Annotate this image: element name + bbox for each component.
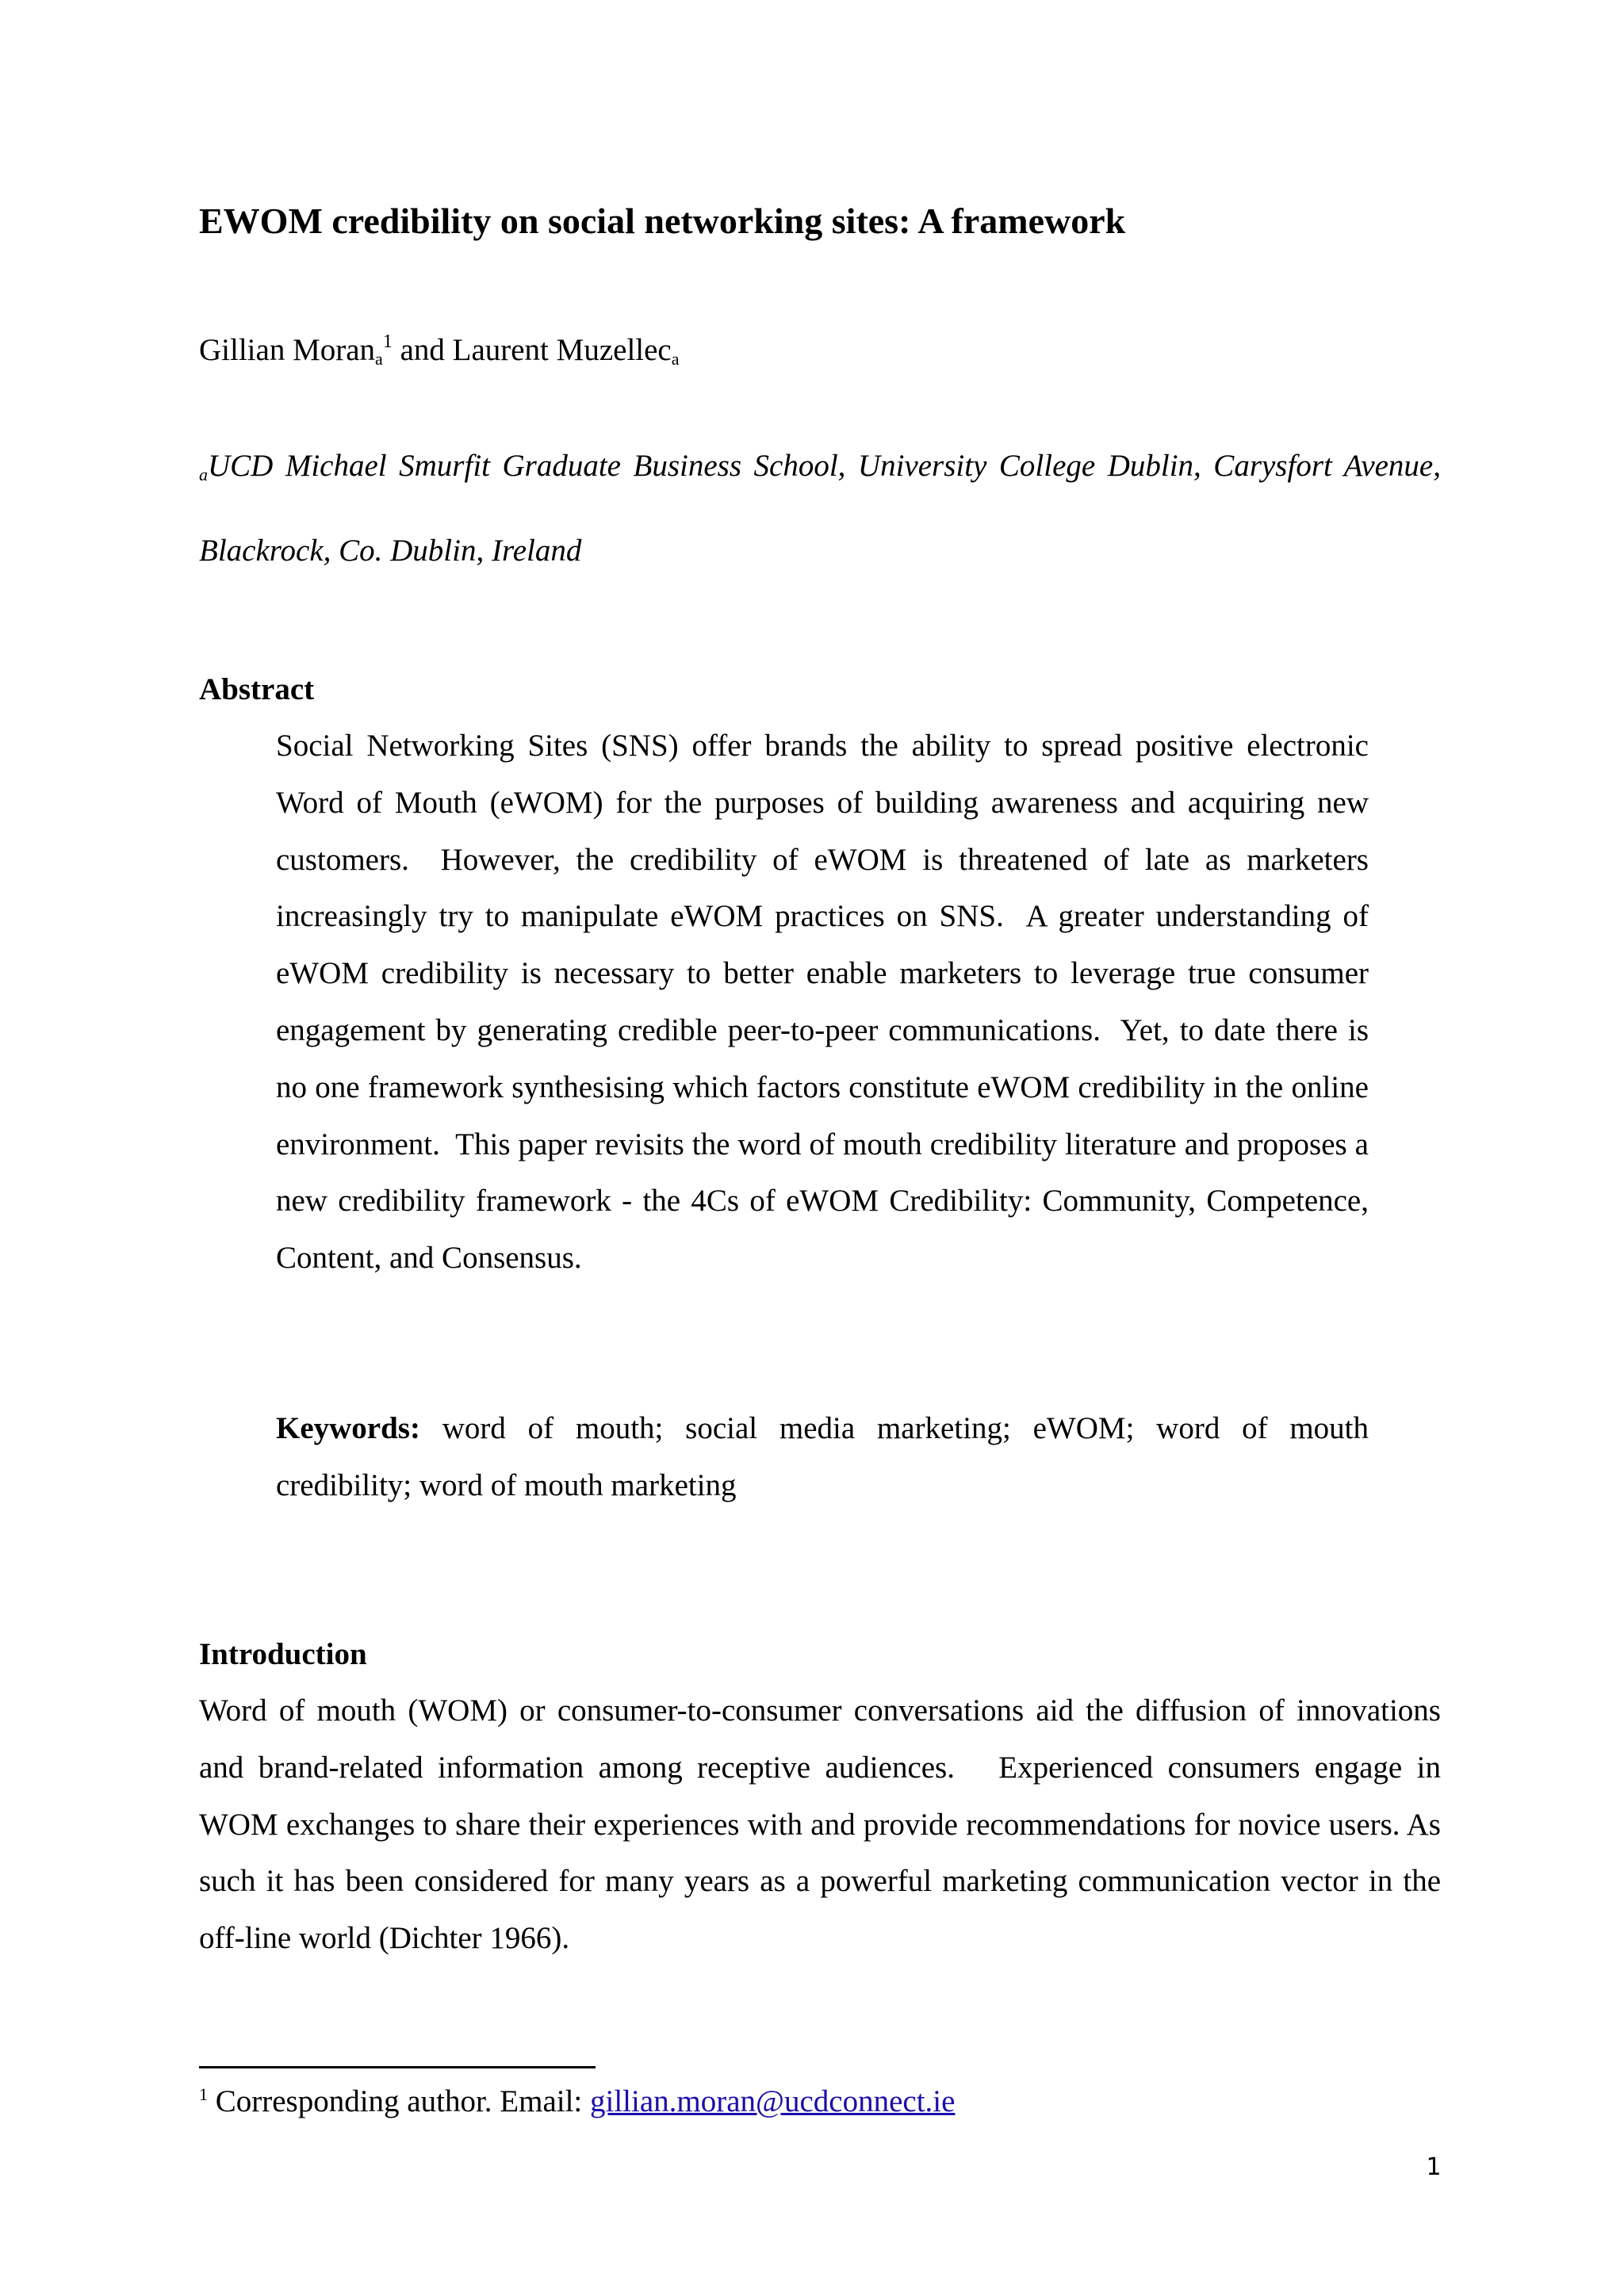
paper-title: EWOM credibility on social networking sites: A framework (199, 201, 1126, 241)
footnote (199, 2084, 955, 2119)
affiliation-marker: a (375, 349, 383, 369)
page-number: 1 (1426, 2153, 1442, 2181)
affiliation (199, 428, 1441, 589)
introduction-heading: Introduction (199, 1637, 367, 1671)
abstract-body: Social Networking Sites (SNS) offer brands the ability to spread positive electronic Word of Mouth (eWOM) for the purposes of building awareness and acquiring new customers. However, the credibility of eWOM is threatened of late as marketers increasingly try to manipulate eWOM practices on SNS. A greater understanding of eWOM credibility is necessary to better enable marketers to leverage true consumer engagement by generating credible peer-to-peer communications. Yet, to date there is no one framework synthesising which factors constitute eWOM credibility in the online environment. This paper revisits the word of mouth credibility literature and proposes a new credibility framework - the 4Cs of eWOM Credibility: Community, Competence, Content, and Consensus. (276, 729, 1377, 1276)
keywords (276, 1400, 1377, 1514)
affiliation-text: UCD Michael Smurfit Graduate Business School, University College Dublin, Carysfort Avenue, Blackrock, Co. Dublin, Ireland (199, 449, 1441, 568)
abstract-heading: Abstract (199, 672, 315, 706)
affiliation-marker: a (199, 465, 208, 484)
keywords-text: word of mouth; social media marketing; eWOM; word of mouth credibility; word of mouth marketing (276, 1411, 1377, 1502)
footnote-marker: 1 (199, 2084, 208, 2104)
author-line (199, 331, 680, 369)
author-connector: and (392, 333, 453, 367)
keywords-label: Keywords: (276, 1411, 420, 1445)
footnote-text: Corresponding author. Email: (208, 2084, 591, 2118)
author-email-link[interactable]: gillian.moran@ucdconnect.ie (590, 2084, 956, 2118)
author-name: Gillian Moran (199, 333, 376, 367)
footnote-marker[interactable]: 1 (382, 331, 393, 352)
footnote-divider (199, 2066, 596, 2068)
introduction-body: Word of mouth (WOM) or consumer-to-consumer conversations aid the diffusion of innovations and brand-related information among receptive audiences. Experienced consumers engage in WOM exchanges to share their experiences with and provide recommendations for novice users. As such it has been considered for many years as a powerful marketing communication vector in the off-line world (Dichter 1966). (199, 1693, 1449, 1956)
author-name: Laurent Muzellec (452, 333, 672, 367)
affiliation-marker: a (671, 349, 680, 369)
